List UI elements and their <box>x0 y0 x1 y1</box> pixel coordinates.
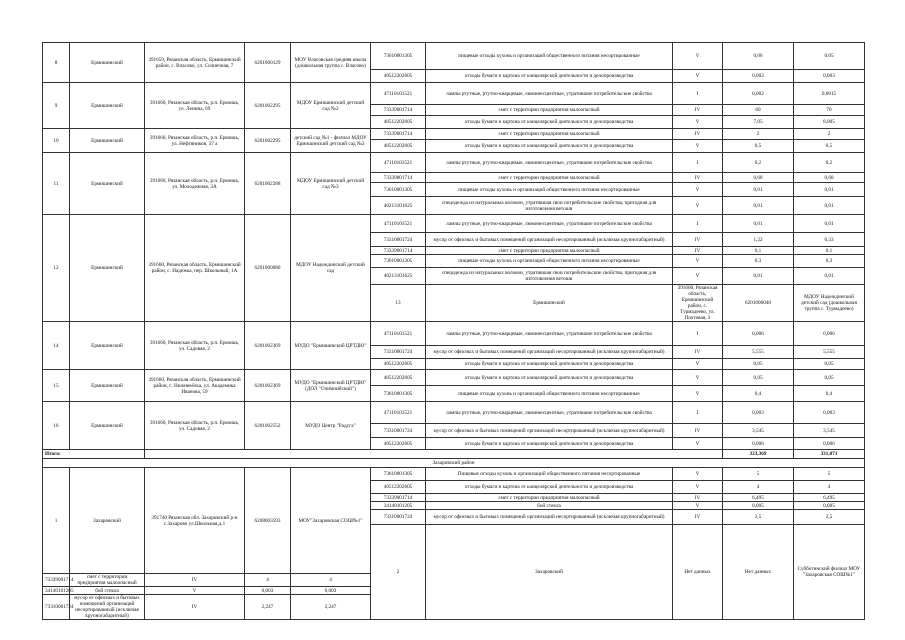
organization-cell: МОУ Власовская средняя школа (дошкольная группа с. Власово) <box>291 43 371 83</box>
hazard-class-cell: I <box>673 83 723 105</box>
waste-code-cell: 40512202605 <box>371 359 426 370</box>
inn-cell: 6201000040 <box>723 285 794 322</box>
district-cell: Ермишинский <box>70 215 145 322</box>
waste-name-cell: отходы бумаги и картона от канцелярской деятельности и делопроизводства <box>426 140 673 153</box>
organization-cell: МДОУ Ермишинский детский сад №2 <box>291 83 371 129</box>
address-cell: 391659, Рязанская область, Ермишинский район, с. Власово, ул. Солнечная, 7 <box>145 43 245 83</box>
district-cell: Ермишинский <box>70 129 145 153</box>
address-cell: 391660, Рязанская область, р.п. Ермишь, ул. Садовая, 2 <box>145 322 245 370</box>
region-header: Захаровский район <box>43 459 865 468</box>
waste-code-cell: 47110101521 <box>371 402 426 424</box>
waste-name-cell: пищевые отходы кухонь и организаций общественного питания несортированные <box>426 183 673 197</box>
district-cell: Ермишинский <box>70 370 145 402</box>
waste-name-cell: бой стекла <box>426 502 673 510</box>
table-row <box>43 129 865 140</box>
hazard-class-cell: V <box>673 116 723 129</box>
amount-cell: 0,006 <box>723 322 794 346</box>
amount-cell: 0,01 <box>794 215 865 233</box>
hazard-class-cell: IV <box>673 173 723 183</box>
organization-cell: детский сад №1 - филиал МДОУ Ермишинский детский сад №2 <box>291 129 371 153</box>
inn-cell: 6201002295 <box>245 129 291 153</box>
hazard-class-cell: IV <box>145 595 245 620</box>
inn-cell: 6201000129 <box>245 43 291 83</box>
waste-name-cell: мусор от офисных и бытовых помещений организаций несортированный (исключая крупногабаритный) <box>426 346 673 359</box>
amount-cell: 0,01 <box>723 197 794 215</box>
waste-code-cell: 47110101521 <box>371 153 426 173</box>
waste-name-cell: смет с территории предприятия малоопасный <box>426 173 673 183</box>
amount-cell: 0,01 <box>794 197 865 215</box>
hazard-class-cell: I <box>673 215 723 233</box>
waste-code-cell: 40512202605 <box>371 438 426 450</box>
amount-cell: 70 <box>794 105 865 116</box>
amount-cell: 8,005 <box>794 116 865 129</box>
organization-cell: МУДО "Ермишинский ЦРТДЮ" (ДОЛ "Олимпийский") <box>291 370 371 402</box>
amount-cell: 0,002 <box>723 70 794 83</box>
waste-code-cell: 73339001714 <box>371 105 426 116</box>
table-row <box>43 370 865 386</box>
amount-cell: 2,247 <box>291 595 371 620</box>
amount-cell: 0,006 <box>794 322 865 346</box>
waste-name-cell: лампы ртутные, ртутно-кварцевые, люминесцентные, утратившие потребительские свойства <box>426 215 673 233</box>
waste-code-cell: 73610001305 <box>371 183 426 197</box>
waste-code-cell: 73310001724 <box>371 346 426 359</box>
organization-cell: МОУ"Захаровская СОШ№1" <box>291 468 371 574</box>
organization-cell: МДОУ Ермишинский детский сад №3 <box>291 153 371 215</box>
amount-cell: 60 <box>723 105 794 116</box>
amount-cell: 0,01 <box>723 183 794 197</box>
amount-cell: 6,495 <box>794 494 865 502</box>
amount-cell: 0,002 <box>723 83 794 105</box>
hazard-class-cell: I <box>673 153 723 173</box>
amount-cell: 0,003 <box>723 402 794 424</box>
waste-code-cell: 73339001714 <box>371 129 426 140</box>
row-number: 13 <box>371 285 426 322</box>
waste-name-cell: смет с территории предприятия малоопасный <box>426 494 673 502</box>
total-amount: 331,071 <box>794 450 865 459</box>
waste-name-cell: спецодежда из натуральных волокон, утратившая свои потребительские свойства, пригодная для изготовления ветоши <box>426 197 673 215</box>
amount-cell: 0,006 <box>723 438 794 450</box>
row-number: 15 <box>43 370 70 402</box>
waste-name-cell: смет с территории предприятия малоопасный <box>426 105 673 116</box>
amount-cell: 0,2 <box>723 153 794 173</box>
waste-name-cell: мусор от офисных и бытовых помещений организаций несортированный (исключая крупногабаритный) <box>70 595 145 620</box>
table-row <box>43 43 865 70</box>
amount-cell: 2,5 <box>794 510 865 525</box>
inn-cell: 6201002369 <box>245 322 291 370</box>
amount-cell: 5,555 <box>723 346 794 359</box>
waste-name-cell: смет с территории предприятия малоопасный <box>426 129 673 140</box>
district-cell: Ермишинский <box>70 83 145 129</box>
waste-name-cell: лампы ртутные, ртутно-кварцевые, люминесцентные, утратившие потребительские свойства <box>426 153 673 173</box>
waste-name-cell: лампы ртутные, ртутно-кварцевые, люминесцентные, утратившие потребительские свойства <box>426 83 673 105</box>
amount-cell: 0,2 <box>794 153 865 173</box>
amount-cell: 5 <box>794 468 865 481</box>
row-number: 2 <box>371 525 426 620</box>
waste-name-cell: смет с территории предприятия малоопасный <box>70 574 145 587</box>
row-number: 8 <box>43 43 70 83</box>
table-row <box>43 468 865 481</box>
waste-name-cell: бой стекла <box>70 587 145 595</box>
region-header-row <box>43 459 865 468</box>
table-row <box>43 215 865 233</box>
amount-cell: 0,01 <box>794 268 865 285</box>
waste-code-cell: 47110101521 <box>371 322 426 346</box>
waste-code-cell: 47110101521 <box>371 215 426 233</box>
amount-cell: 3,545 <box>794 424 865 438</box>
inn-cell: 6201002369 <box>245 370 291 402</box>
amount-cell: 4 <box>794 481 865 494</box>
table-row <box>43 322 865 346</box>
amount-cell: 3,545 <box>723 424 794 438</box>
inn-cell: 6208003593 <box>245 468 291 574</box>
waste-code-cell: 73339001714 <box>371 173 426 183</box>
amount-cell: 4 <box>245 574 291 587</box>
amount-cell: 2,5 <box>723 510 794 525</box>
waste-name-cell: мусор от офисных и бытовых помещений организаций несортированный (исключая крупногабаритный) <box>426 233 673 247</box>
waste-code-cell: 40213101625 <box>371 268 426 285</box>
organization-cell: МУДО Центр "Радуга" <box>291 402 371 450</box>
organization-cell: МДОУ Надеждинский детский сад (дошкольная группа с. Турмадеево) <box>794 285 865 322</box>
amount-cell: 5 <box>723 468 794 481</box>
hazard-class-cell: V <box>673 438 723 450</box>
amount-cell: 2 <box>794 129 865 140</box>
amount-cell: 0,1 <box>794 247 865 255</box>
amount-cell: 0,05 <box>794 359 865 370</box>
hazard-class-cell: V <box>673 268 723 285</box>
waste-code-cell: 34140101205 <box>43 587 70 595</box>
address-cell: 391660, Рязанская область, Ермишинский район, с. Турмадеево, ул. Почтовая, 3 <box>673 285 723 322</box>
hazard-class-cell: I <box>673 322 723 346</box>
waste-code-cell: 73339001714 <box>43 574 70 587</box>
amount-cell: 0,003 <box>291 587 371 595</box>
amount-cell: 1,22 <box>723 233 794 247</box>
amount-cell: 0,3 <box>723 255 794 268</box>
address-cell: 391660, Рязанская область, р.п. Ермишь, ул. Молодежная, 3А <box>145 153 245 215</box>
address-cell: 391660, Рязанская область, р.п. Ермишь, ул. Садовая, 2 <box>145 402 245 450</box>
amount-cell: 0,3 <box>794 255 865 268</box>
waste-code-cell: 40512202605 <box>371 70 426 83</box>
hazard-class-cell: V <box>673 370 723 386</box>
waste-name-cell: пищевые отходы кухонь и организаций общественного питания несортированные <box>426 43 673 70</box>
total-amount: 323,369 <box>723 450 794 459</box>
table-row <box>43 83 865 105</box>
total-row <box>43 450 865 459</box>
organization-cell: МУДО "Ермишинский ЦРТДЮ" <box>291 322 371 370</box>
inn-cell: 6201002295 <box>245 83 291 129</box>
hazard-class-cell: IV <box>673 424 723 438</box>
organization-cell: МДОУ Надеждинский детский сад <box>291 215 371 322</box>
hazard-class-cell: V <box>673 70 723 83</box>
amount-cell: 0,5 <box>794 140 865 153</box>
hazard-class-cell: IV <box>673 105 723 116</box>
waste-name-cell: пищевые отходы кухонь и организаций общественного питания несортированные <box>426 255 673 268</box>
waste-name-cell: пищевые отходы кухонь и организаций общественного питания несортированные <box>426 386 673 402</box>
waste-name-cell: Пищевые отходы кухонь и организаций общественного питания несортированные <box>426 468 673 481</box>
row-number: 1 <box>43 468 70 574</box>
amount-cell: 0,5 <box>723 140 794 153</box>
address-cell: 391660, Рязанская область, р.п. Ермишь, ул. Ленина, 69 <box>145 83 245 129</box>
waste-code-cell: 73610001305 <box>371 386 426 402</box>
amount-cell: 0,06 <box>723 43 794 70</box>
amount-cell: 2 <box>723 129 794 140</box>
amount-cell: 4 <box>723 481 794 494</box>
waste-code-cell: 40512202605 <box>371 116 426 129</box>
waste-report-table <box>42 42 864 620</box>
district-cell: Ермишинский <box>70 322 145 370</box>
amount-cell: 0,005 <box>723 502 794 510</box>
waste-code-cell: 73310001724 <box>371 233 426 247</box>
waste-code-cell: 73610001305 <box>371 468 426 481</box>
hazard-class-cell: V <box>145 587 245 595</box>
organization-cell: Субботинский филиал МОУ "Захаровская СОШ№1" <box>794 525 865 620</box>
waste-code-cell: 34140101205 <box>371 502 426 510</box>
waste-name-cell: мусор от офисных и бытовых помещений организаций несортированный (исключая крупногабаритный) <box>426 424 673 438</box>
district-cell: Ермишинский <box>70 153 145 215</box>
district-cell: Ермишинский <box>426 285 673 322</box>
amount-cell: 0,003 <box>794 70 865 83</box>
amount-cell: 0,4 <box>723 386 794 402</box>
amount-cell: 0,05 <box>794 370 865 386</box>
hazard-class-cell: V <box>673 43 723 70</box>
waste-name-cell: отходы бумаги и картона от канцелярской деятельности и делопроизводства <box>426 481 673 494</box>
amount-cell: 0,01 <box>723 215 794 233</box>
hazard-class-cell: V <box>673 183 723 197</box>
waste-name-cell: отходы бумаги и картона от канцелярской деятельности и делопроизводства <box>426 116 673 129</box>
hazard-class-cell: V <box>673 140 723 153</box>
waste-code-cell: 73310001724 <box>43 595 70 620</box>
amount-cell: 0,33 <box>794 233 865 247</box>
total-spacer <box>145 450 723 459</box>
waste-code-cell: 40512202605 <box>371 140 426 153</box>
inn-cell: 6201002288 <box>245 153 291 215</box>
amount-cell: 7,05 <box>723 116 794 129</box>
waste-name-cell: лампы ртутные, ртутно-кварцевые, люминесцентные, утратившие потребительские свойства <box>426 402 673 424</box>
hazard-class-cell: V <box>673 481 723 494</box>
district-cell: Захаровский <box>70 468 145 574</box>
waste-name-cell: смет с территории предприятия малоопасный <box>426 247 673 255</box>
waste-code-cell: 73339001714 <box>371 494 426 502</box>
row-number: 9 <box>43 83 70 129</box>
waste-name-cell: отходы бумаги и картона от канцелярской деятельности и делопроизводства <box>426 370 673 386</box>
amount-cell: 0,005 <box>794 502 865 510</box>
inn-cell: 6201000080 <box>245 215 291 322</box>
hazard-class-cell: V <box>673 359 723 370</box>
inn-cell: Нет данных <box>723 525 794 620</box>
amount-cell: 0,05 <box>723 370 794 386</box>
hazard-class-cell: IV <box>673 346 723 359</box>
waste-code-cell: 73339001714 <box>371 247 426 255</box>
waste-code-cell: 47110101521 <box>371 83 426 105</box>
amount-cell: 0,4 <box>794 386 865 402</box>
data-table <box>42 42 865 620</box>
district-cell: Ермишинский <box>70 402 145 450</box>
district-cell: Захаровский <box>426 525 673 620</box>
amount-cell: 0,68 <box>794 173 865 183</box>
amount-cell: 0,006 <box>794 438 865 450</box>
hazard-class-cell: I <box>673 402 723 424</box>
amount-cell: 0,003 <box>245 587 291 595</box>
waste-code-cell: 40512202605 <box>371 370 426 386</box>
hazard-class-cell: IV <box>673 129 723 140</box>
waste-code-cell: 40213101625 <box>371 197 426 215</box>
hazard-class-cell: V <box>673 197 723 215</box>
amount-cell: 0,0015 <box>794 83 865 105</box>
hazard-class-cell: IV <box>145 574 245 587</box>
row-number: 10 <box>43 129 70 153</box>
row-number: 12 <box>43 215 70 322</box>
amount-cell: 0,01 <box>723 268 794 285</box>
district-cell: Ермишинский <box>70 43 145 83</box>
amount-cell: 0,05 <box>794 43 865 70</box>
waste-name-cell: отходы бумаги и картона от канцелярской деятельности и делопроизводства <box>426 438 673 450</box>
hazard-class-cell: IV <box>673 233 723 247</box>
address-cell: 391660, Рязанская область, Ермишинский район, с. Надежка, пер. Школьный, 1А <box>145 215 245 322</box>
waste-name-cell: мусор от офисных и бытовых помещений организаций несортированный (исключая крупногабаритный) <box>426 510 673 525</box>
amount-cell: 0,003 <box>794 402 865 424</box>
waste-code-cell: 73310001724 <box>371 510 426 525</box>
hazard-class-cell: V <box>673 255 723 268</box>
amount-cell: 0,01 <box>794 183 865 197</box>
table-row <box>43 402 865 424</box>
hazard-class-cell: V <box>673 502 723 510</box>
address-cell: 391740 Рязанская обл. Захаровский р-н с.Захарово ул.Школьная,д.1 <box>145 468 245 574</box>
hazard-class-cell: V <box>673 386 723 402</box>
waste-code-cell: 73610001305 <box>371 255 426 268</box>
inn-cell: 6201002552 <box>245 402 291 450</box>
waste-name-cell: отходы бумаги и картона от канцелярской деятельности и делопроизводства <box>426 359 673 370</box>
waste-name-cell: лампы ртутные, ртутно-кварцевые, люминесцентные, утратившие потребительские свойства <box>426 322 673 346</box>
amount-cell: 5,555 <box>794 346 865 359</box>
amount-cell: 6,495 <box>723 494 794 502</box>
table-row <box>43 153 865 173</box>
amount-cell: 0,68 <box>723 173 794 183</box>
hazard-class-cell: IV <box>673 247 723 255</box>
hazard-class-cell: V <box>673 468 723 481</box>
waste-name-cell: спецодежда из натуральных волокон, утратившая свои потребительские свойства, пригодная для изготовления ветоши <box>426 268 673 285</box>
hazard-class-cell: IV <box>673 510 723 525</box>
address-cell: Нет данных <box>673 525 723 620</box>
waste-code-cell: 73310001724 <box>371 424 426 438</box>
waste-code-cell: 40512202605 <box>371 481 426 494</box>
address-cell: 391660, Рязанская область, Ермишинский район, с. Нижнееёлка, ул. Академика Иванова, 59 <box>145 370 245 402</box>
row-number: 11 <box>43 153 70 215</box>
waste-name-cell: отходы бумаги и картона от канцелярской деятельности и делопроизводства <box>426 70 673 83</box>
row-number: 14 <box>43 322 70 370</box>
amount-cell: 4 <box>291 574 371 587</box>
amount-cell: 0,1 <box>723 247 794 255</box>
amount-cell: 0,05 <box>723 359 794 370</box>
row-number: 16 <box>43 402 70 450</box>
waste-code-cell: 73610001305 <box>371 43 426 70</box>
hazard-class-cell: IV <box>673 494 723 502</box>
total-label: Итого: <box>43 450 145 459</box>
address-cell: 391660, Рязанская область, р.п. Ермишь, ул. Нефтяников, 37 а <box>145 129 245 153</box>
amount-cell: 2,247 <box>245 595 291 620</box>
